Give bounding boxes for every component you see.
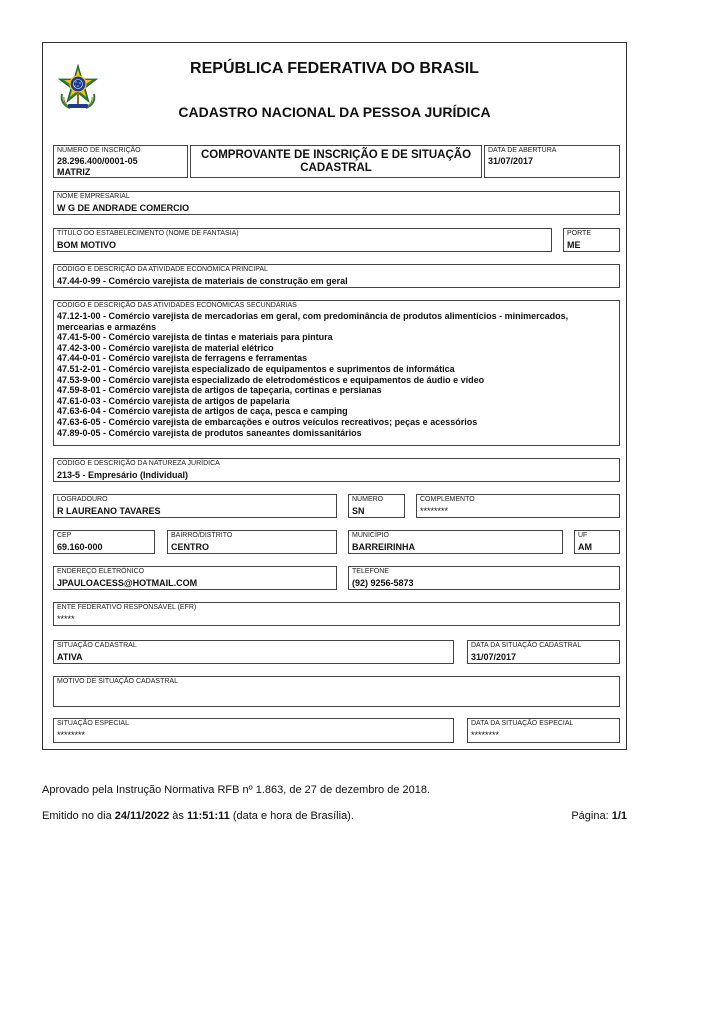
document-title: COMPROVANTE DE INSCRIÇÃO E DE SITUAÇÃO CADASTRAL bbox=[200, 149, 472, 174]
list-item: 47.89-0-05 - Comércio varejista de produtos saneantes domissanitários bbox=[57, 427, 362, 438]
business-name: W G DE ANDRADE COMERCIO bbox=[57, 203, 190, 213]
motivo-box bbox=[53, 676, 620, 707]
approval-note: Aprovado pela Instrução Normativa RFB nº 1.863, de 27 de dezembro de 2018. bbox=[42, 784, 431, 796]
emission-note bbox=[42, 810, 354, 822]
fantasia-box bbox=[53, 228, 552, 252]
emission-prefix: Emitido no dia bbox=[42, 810, 115, 822]
registry-title: CADASTRO NACIONAL DA PESSOA JURÍDICA bbox=[178, 104, 491, 120]
city: BARREIRINHA bbox=[352, 542, 415, 552]
field-label: CÓDIGO E DESCRIÇÃO DA NATUREZA JURÍDICA bbox=[57, 460, 220, 467]
uf-box bbox=[574, 530, 620, 554]
numero-box bbox=[348, 494, 405, 518]
cep-box bbox=[53, 530, 155, 554]
field-label: MUNICÍPIO bbox=[352, 532, 389, 539]
atividades-secundarias-box bbox=[53, 300, 620, 446]
efr-box bbox=[53, 602, 620, 626]
list-item: 47.53-9-00 - Comércio varejista especializado de eletrodomésticos e equipamentos de áudio e vídeo bbox=[57, 374, 485, 385]
main-activity: 47.44-0-99 - Comércio varejista de materiais de construção em geral bbox=[57, 276, 348, 286]
municipio-box bbox=[348, 530, 563, 554]
list-item: 47.59-8-01 - Comércio varejista de artigos de tapeçaria, cortinas e persianas bbox=[57, 385, 382, 396]
list-item: 47.42-3-00 - Comércio varejista de material elétrico bbox=[57, 342, 274, 353]
emission-date: 24/11/2022 bbox=[114, 810, 170, 822]
list-item: 47.44-0-01 - Comércio varejista de ferragens e ferramentas bbox=[57, 353, 308, 364]
email-address: JPAULOACESS@HOTMAIL.COM bbox=[57, 578, 198, 588]
situacao-especial-box bbox=[53, 718, 454, 743]
field-label: NOME EMPRESARIAL bbox=[57, 193, 130, 200]
field-label: UF bbox=[578, 532, 588, 539]
list-item: 47.63-6-05 - Comércio varejista de embarcações e outros veículos recreativos; peças e acessórios bbox=[57, 416, 478, 427]
field-label: CÓDIGO E DESCRIÇÃO DAS ATIVIDADES ECONÔMICAS SECUNDÁRIAS bbox=[57, 302, 297, 309]
field-label: CÓDIGO E DESCRIÇÃO DA ATIVIDADE ECONÔMICA PRINCIPAL bbox=[57, 266, 268, 273]
legal-nature: 213-5 - Empresário (Individual) bbox=[57, 470, 189, 480]
state: AM bbox=[578, 542, 592, 552]
registration-status: ATIVA bbox=[57, 652, 83, 662]
field-label: CEP bbox=[57, 532, 72, 539]
field-label: COMPLEMENTO bbox=[420, 496, 475, 503]
nome-empresarial-box bbox=[53, 191, 620, 215]
field-label: TÍTULO DO ESTABELECIMENTO (NOME DE FANTASIA) bbox=[57, 230, 239, 237]
data-situacao-especial-box bbox=[467, 718, 620, 743]
abertura-box bbox=[484, 145, 620, 178]
field-label: NÚMERO bbox=[352, 496, 384, 503]
porte-box bbox=[563, 228, 620, 252]
field-label: ENDEREÇO ELETRÔNICO bbox=[57, 568, 145, 575]
list-item: 47.63-6-04 - Comércio varejista de artigos de caça, pesca e camping bbox=[57, 406, 348, 417]
document-title-box bbox=[190, 145, 482, 178]
list-item: 47.61-0-03 - Comércio varejista de artigos de papelaria bbox=[57, 395, 290, 406]
field-label: BAIRRO/DISTRITO bbox=[171, 532, 233, 539]
field-label: TELEFONE bbox=[352, 568, 389, 575]
district: CENTRO bbox=[171, 542, 209, 552]
field-label: DATA DA SITUAÇÃO CADASTRAL bbox=[471, 642, 582, 649]
telefone-box bbox=[348, 566, 620, 590]
secondary-activities-list bbox=[57, 311, 615, 438]
trade-name: BOM MOTIVO bbox=[57, 240, 116, 250]
complement: ******** bbox=[420, 506, 449, 516]
list-item: 47.51-2-01 - Comércio varejista especializado de equipamentos e suprimentos de informática bbox=[57, 363, 455, 374]
email-box bbox=[53, 566, 337, 590]
special-status-date: ******** bbox=[471, 730, 500, 740]
republic-title: REPÚBLICA FEDERATIVA DO BRASIL bbox=[190, 60, 479, 77]
list-item: 47.41-5-00 - Comércio varejista de tintas e materiais para pintura bbox=[57, 332, 333, 343]
situacao-box bbox=[53, 640, 454, 664]
field-label: SITUAÇÃO CADASTRAL bbox=[57, 642, 137, 649]
status-date: 31/07/2017 bbox=[471, 652, 517, 662]
emission-suffix: (data e hora de Brasília). bbox=[229, 810, 354, 822]
emission-time: 11:51:11 bbox=[186, 810, 230, 822]
street-number: SN bbox=[352, 506, 365, 516]
page-indicator bbox=[571, 810, 627, 822]
field-label: MOTIVO DE SITUAÇÃO CADASTRAL bbox=[57, 678, 178, 685]
list-item: 47.12-1-00 - Comércio varejista de mercadorias em geral, com predominância de produtos alimentícios - minimercados, mercearias e armazéns bbox=[57, 311, 569, 332]
field-label: SITUAÇÃO ESPECIAL bbox=[57, 720, 129, 727]
establishment-type: MATRIZ bbox=[57, 167, 91, 177]
company-size: ME bbox=[567, 240, 581, 250]
field-label: ENTE FEDERATIVO RESPONSÁVEL (EFR) bbox=[57, 604, 197, 611]
field-label: DATA DA SITUAÇÃO ESPECIAL bbox=[471, 720, 574, 727]
atividade-principal-box bbox=[53, 264, 620, 288]
efr-value: ***** bbox=[57, 614, 75, 624]
logradouro-box bbox=[53, 494, 337, 518]
bairro-box bbox=[167, 530, 337, 554]
field-label: NÚMERO DE INSCRIÇÃO bbox=[57, 147, 141, 154]
opening-date: 31/07/2017 bbox=[488, 156, 534, 166]
field-label: DATA DE ABERTURA bbox=[488, 147, 557, 154]
special-status: ******** bbox=[57, 730, 86, 740]
cnpj-number: 28.296.400/0001-05 bbox=[57, 156, 138, 166]
natureza-juridica-box bbox=[53, 458, 620, 482]
phone-number: (92) 9256-5873 bbox=[352, 578, 414, 588]
complemento-box bbox=[416, 494, 620, 518]
inscricao-box bbox=[53, 145, 188, 178]
field-label: PORTE bbox=[567, 230, 591, 237]
emission-at: às bbox=[169, 810, 187, 822]
postal-code: 69.160-000 bbox=[57, 542, 103, 552]
page-label: Página: bbox=[571, 810, 612, 822]
data-situacao-box bbox=[467, 640, 620, 664]
field-label: LOGRADOURO bbox=[57, 496, 108, 503]
street: R LAUREANO TAVARES bbox=[57, 506, 161, 516]
page-number: 1/1 bbox=[611, 810, 627, 822]
